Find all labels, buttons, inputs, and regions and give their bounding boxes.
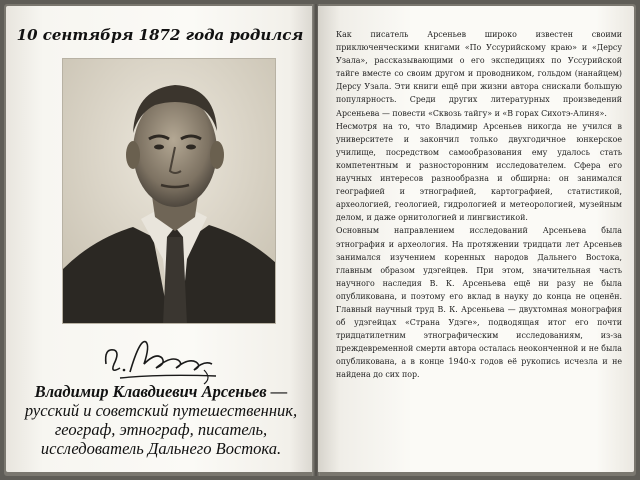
right-page <box>318 6 634 472</box>
caption-description: русский и советский путешественник, географ, этнограф, писатель, исследователь Дальнего Востока. <box>24 401 298 458</box>
portrait-illustration <box>63 59 276 324</box>
open-book <box>4 4 636 476</box>
signature <box>100 334 220 386</box>
portrait-caption <box>12 382 310 458</box>
birth-date-title: 10 сентября 1872 года родился <box>16 26 304 44</box>
caption-name: Владимир Клавдиевич Арсеньев — <box>34 382 288 401</box>
portrait-photo <box>62 58 276 324</box>
paragraph: Как писатель Арсеньев широко известен своими приключенческими книгами «По Уссурийскому краю» и «Дерсу Узала», рассказывающими о его экспедициях по Уссурийской тайге вместе со своим другом и проводником, гольдом (нанайцем) Дерсу Узала. Эти книги ещё при жизни автора снискали большую популярность. Среди других литературных произведений Арсеньева — повести «Сквозь тайгу» и «В горах Сихотэ-Алиня». <box>336 30 622 118</box>
biography-text <box>336 28 622 382</box>
paragraph: Несмотря на то, что Владимир Арсеньев никогда не учился в университете и закончил только двухгодичное юнкерское училище, посредством самообразования ему удалось стать компетентным и разносторонним исследователем. Сфера его научных интересов разнообразна и обширна: он занимался географией и этнографией, картографией, статистикой, археологией, геологией, гидрологией и метеорологией, музейным делом, и даже орнитологией и лингвистикой. <box>336 121 622 223</box>
paragraph: Основным направлением исследований Арсеньева была этнография и археология. На протяжении тридцати лет Арсеньев занимался изучением коренных народов Дальнего Востока, главным образом удэгейцев. При этом, значительная часть научного наследия В. К. Арсеньева ещё ни разу не была опубликована, и поэтому его вклад в науку до конца не оценён. Главный научный труд В. К. Арсеньева — двухтомная монография об удэгейцах «Страна Удэге», подводящая итог его почти тридцатилетним этнографическим исследованиям, из-за преждевременной смерти автора осталась неоконченной и не была опубликована, а в конце 1940-х годов её рукопись исчезла и не найдена до сих пор. <box>336 226 622 380</box>
left-page <box>6 6 314 472</box>
